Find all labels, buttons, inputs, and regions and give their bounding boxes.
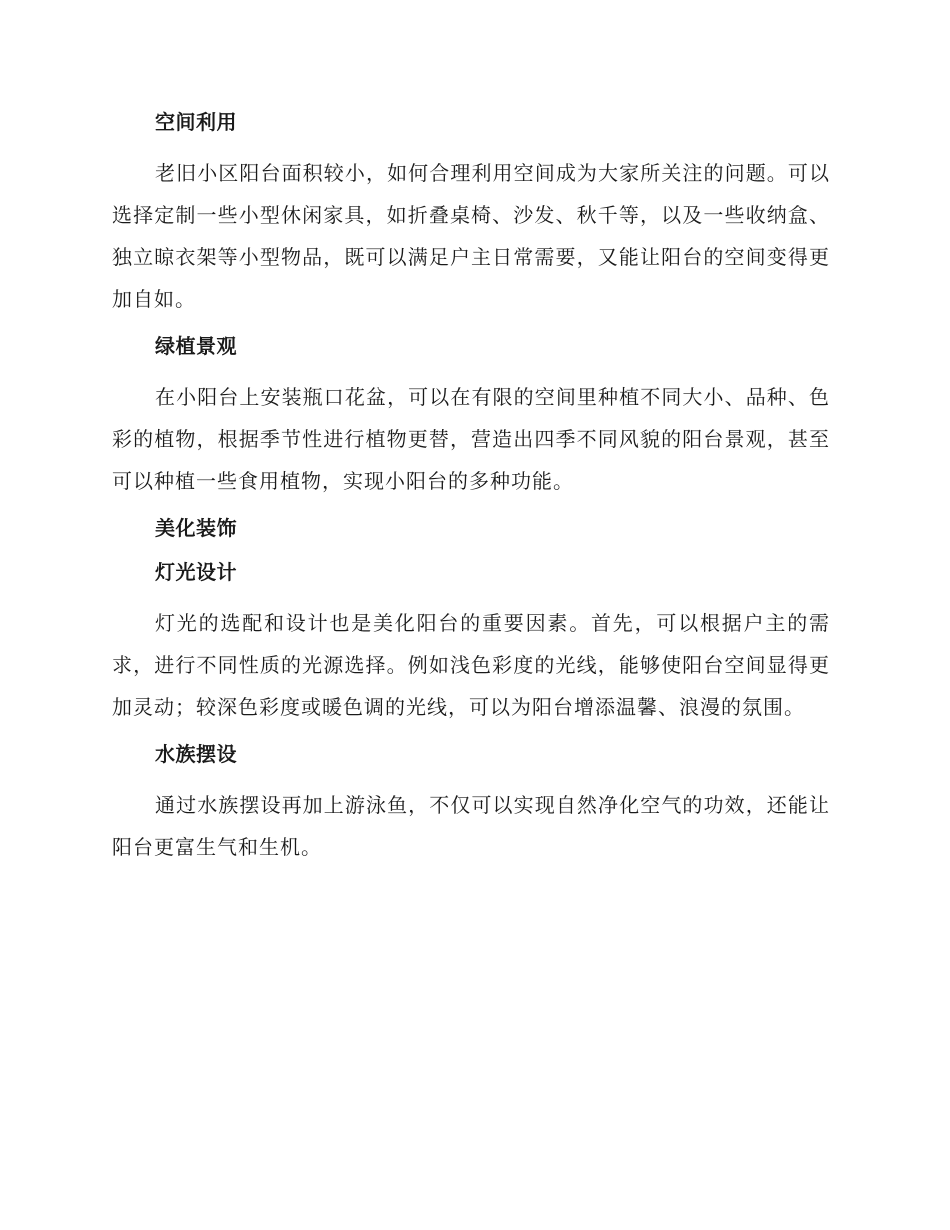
section-heading-aquarium: 水族摆设 — [155, 742, 237, 766]
section-paragraph-aquarium: 通过水族摆设再加上游泳鱼，不仅可以实现自然净化空气的功效，还能让阳台更富生气和生机。 — [112, 793, 830, 859]
section-heading-space-use: 空间利用 — [155, 110, 237, 134]
section-paragraph-lighting: 灯光的选配和设计也是美化阳台的重要因素。首先，可以根据户主的需求，进行不同性质的光源选择。例如浅色彩度的光线，能够使阳台空间显得更加灵动；较深色彩度或暖色调的光线，可以为阳台增添温馨、浪漫的氛围。 — [112, 611, 830, 719]
section-paragraph-green-plants: 在小阳台上安装瓶口花盆，可以在有限的空间里种植不同大小、品种、色彩的植物，根据季节性进行植物更替，营造出四季不同风貌的阳台景观，甚至可以种植一些食用植物，实现小阳台的多种功能。 — [112, 385, 830, 493]
section-heading-decoration: 美化装饰 — [155, 516, 237, 540]
document-page — [112, 108, 830, 880]
section-paragraph-space-use: 老旧小区阳台面积较小，如何合理利用空间成为大家所关注的问题。可以选择定制一些小型休闲家具，如折叠桌椅、沙发、秋千等，以及一些收纳盒、独立晾衣架等小型物品，既可以满足户主日常需要，又能让阳台的空间变得更加自如。 — [112, 161, 830, 311]
section-heading-lighting: 灯光设计 — [155, 560, 237, 584]
section-heading-green-plants: 绿植景观 — [155, 334, 237, 358]
